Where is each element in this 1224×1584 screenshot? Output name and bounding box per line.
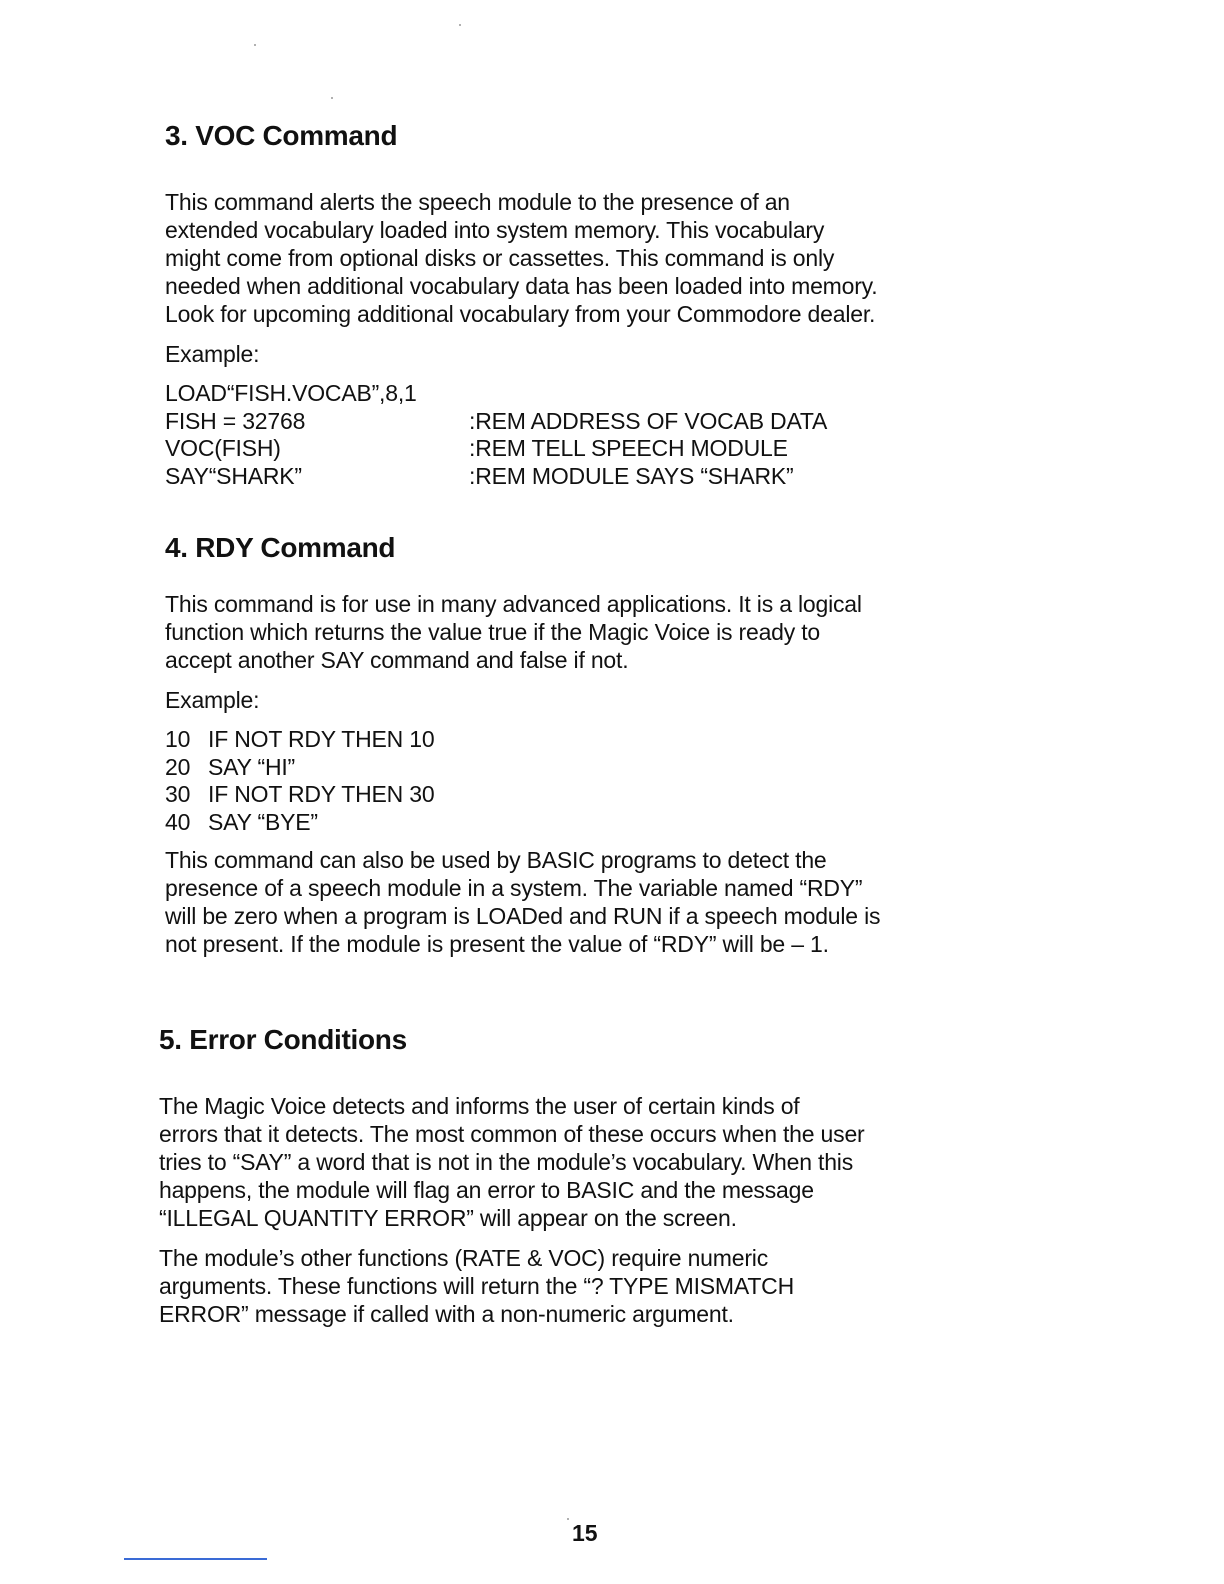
paragraph-line: “ILLEGAL QUANTITY ERROR” will appear on the screen. bbox=[159, 1205, 737, 1231]
paragraph-line: might come from optional disks or cassettes. This command is only bbox=[165, 245, 835, 271]
section-voc-command bbox=[165, 120, 1065, 490]
line-number: 30 bbox=[165, 781, 191, 807]
paragraph-line: errors that it detects. The most common of these occurs when the user bbox=[159, 1121, 865, 1147]
code-statement: SAY “HI” bbox=[208, 753, 296, 780]
footer-rule bbox=[124, 1558, 267, 1560]
code-statement: FISH = 32768 bbox=[165, 407, 306, 434]
paragraph-line: will be zero when a program is LOADed and RUN if a speech module is bbox=[165, 903, 881, 929]
paragraph-line: This command can also be used by BASIC programs to detect the bbox=[165, 847, 827, 873]
paragraph-line: needed when additional vocabulary data has been loaded into memory. bbox=[165, 273, 878, 299]
code-statement: VOC(FISH) bbox=[165, 435, 281, 461]
paragraph-line: extended vocabulary loaded into system memory. This vocabulary bbox=[165, 217, 825, 243]
code-comment: :REM TELL SPEECH MODULE bbox=[469, 435, 788, 461]
paragraph-line: arguments. These functions will return the “? TYPE MISMATCH bbox=[159, 1273, 794, 1299]
code-line bbox=[165, 754, 1065, 782]
section-paragraph bbox=[165, 188, 1065, 328]
code-line bbox=[165, 781, 1065, 809]
scan-speck bbox=[331, 97, 333, 99]
scan-speck bbox=[254, 44, 256, 46]
paragraph-line: The module’s other functions (RATE & VOC) require numeric bbox=[159, 1245, 768, 1271]
code-line bbox=[165, 380, 1065, 408]
section-paragraph bbox=[159, 1244, 1059, 1328]
code-line bbox=[165, 463, 1065, 491]
paragraph-line: not present. If the module is present the value of “RDY” will be – 1. bbox=[165, 931, 829, 957]
page-number: 15 bbox=[572, 1520, 598, 1546]
code-statement: IF NOT RDY THEN 10 bbox=[208, 726, 435, 752]
section-rdy-command bbox=[165, 532, 1065, 958]
code-statement: SAY“SHARK” bbox=[165, 462, 302, 489]
paragraph-line: This command is for use in many advanced applications. It is a logical bbox=[165, 591, 862, 617]
paragraph-line: accept another SAY command and false if not. bbox=[165, 647, 629, 673]
example-label: Example: bbox=[165, 687, 260, 713]
section-heading: 3. VOC Command bbox=[165, 120, 398, 151]
code-comment: :REM MODULE SAYS “SHARK” bbox=[469, 462, 794, 489]
code-line bbox=[165, 435, 1065, 463]
paragraph-line: happens, the module will flag an error to BASIC and the message bbox=[159, 1177, 814, 1203]
scan-speck bbox=[567, 1518, 569, 1520]
example-label: Example: bbox=[165, 341, 260, 367]
code-comment: :REM ADDRESS OF VOCAB DATA bbox=[469, 407, 828, 434]
code-line bbox=[165, 726, 1065, 754]
section-paragraph bbox=[159, 1092, 1059, 1232]
scan-speck bbox=[459, 24, 461, 26]
code-line bbox=[165, 408, 1065, 436]
code-statement: LOAD“FISH.VOCAB”,8,1 bbox=[165, 380, 417, 406]
section-heading: 4. RDY Command bbox=[165, 532, 396, 563]
code-statement: IF NOT RDY THEN 30 bbox=[208, 781, 435, 807]
section-error-conditions bbox=[159, 1024, 1059, 1328]
paragraph-line: Look for upcoming additional vocabulary from your Commodore dealer. bbox=[165, 301, 876, 327]
paragraph-line: tries to “SAY” a word that is not in the module’s vocabulary. When this bbox=[159, 1149, 854, 1175]
paragraph-line: This command alerts the speech module to the presence of an bbox=[165, 189, 790, 215]
section-heading: 5. Error Conditions bbox=[159, 1024, 407, 1055]
paragraph-line: function which returns the value true if the Magic Voice is ready to bbox=[165, 619, 821, 645]
paragraph-line: The Magic Voice detects and informs the user of certain kinds of bbox=[159, 1093, 800, 1119]
line-number: 40 bbox=[165, 808, 191, 835]
section-paragraph bbox=[165, 590, 1065, 674]
code-example bbox=[165, 726, 1065, 836]
paragraph-line: ERROR” message if called with a non-numeric argument. bbox=[159, 1301, 734, 1327]
line-number: 10 bbox=[165, 726, 191, 752]
code-statement: SAY “BYE” bbox=[208, 808, 318, 835]
paragraph-line: presence of a speech module in a system. The variable named “RDY” bbox=[165, 875, 863, 901]
code-line bbox=[165, 809, 1065, 837]
code-example bbox=[165, 380, 1065, 490]
section-paragraph bbox=[165, 846, 1065, 958]
line-number: 20 bbox=[165, 753, 191, 780]
